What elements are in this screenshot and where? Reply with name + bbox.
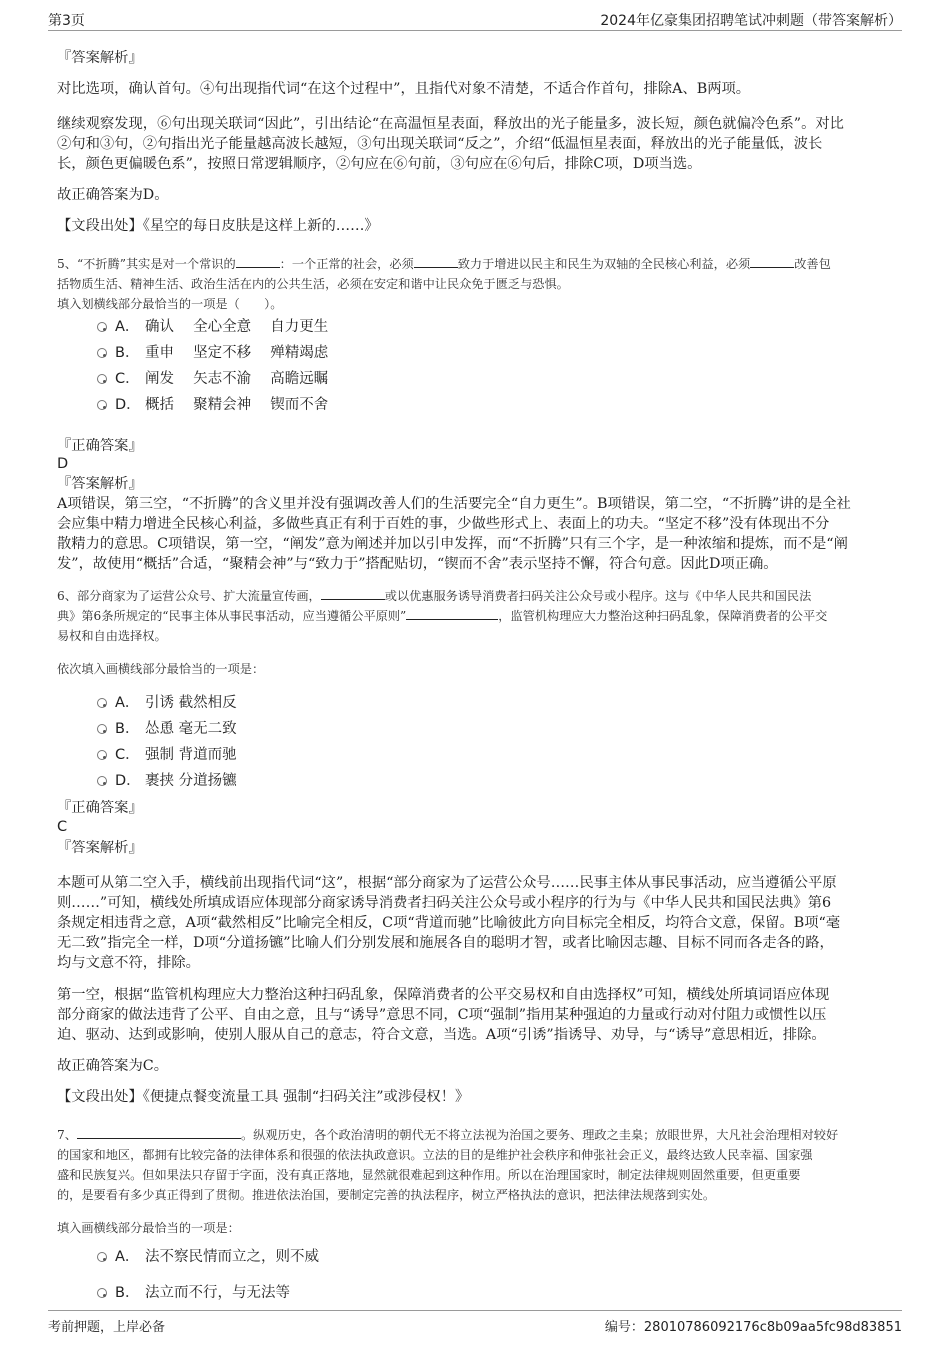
option-text: 阐发 矢志不渝 高瞻远瞩: [145, 371, 329, 387]
q6-stem-part-a: 6、部分商家为了运营公众号、扩大流量宣传画，: [57, 589, 321, 603]
option-label: D．: [115, 397, 141, 413]
option-label: B．: [115, 721, 140, 737]
q6-explain-p2-line2: 部分商家的做法违背了公平、自由之意，且与“诱导”意思不同，C项“强制”指用某种强迫的力量或行动对付阻力或惯性以压: [57, 1007, 827, 1023]
q6-source: 【文段出处】《便捷点餐变流量工具 强制“扫码关注”或涉侵权！》: [57, 1089, 470, 1105]
q5-stem-part-d: 改善包: [794, 257, 831, 271]
q6-explain-p2-line3: 迫、驱动、达到或影响，使别人服从自己的意志，符合文意，当选。A项“引诱”指诱导、劝导，与“诱导”意思相近，排除。: [57, 1027, 826, 1043]
q4-explain-label: 『答案解析』: [57, 50, 143, 66]
q6-conclusion: 故正确答案为C。: [57, 1058, 169, 1074]
option-text: 怂恿 毫无二致: [145, 721, 237, 737]
q7-stem-line3: 盛和民族复兴。但如果法只存留于字面，没有真正落地，显然就很难起到这种作用。所以在治理国家时，制定法律规则固然重要，但更重要: [57, 1168, 801, 1182]
q5-explain-line1: A项错误，第三空，“不折腾”的含义里并没有强调改善人们的生活要完全“自力更生”。B项错误，第二空，“不折腾”讲的是全社: [57, 496, 851, 512]
q6-answer-label: 『正确答案』: [57, 800, 143, 816]
q7-prompt: 填入画横线部分最恰当的一项是：: [57, 1221, 240, 1235]
q5-blank-3: [750, 254, 794, 268]
page-footer: [48, 1310, 902, 1346]
q7-blank: [77, 1125, 241, 1139]
option-text: 强制 背道而驰: [145, 747, 237, 763]
q5-blank-2: [414, 254, 458, 268]
q6-explain-p2-line1: 第一空，根据“监管机构理应大力整治这种扫码乱象，保障消费者的公平交易权和自由选择权”可知，横线处所填词语应体现: [57, 987, 830, 1003]
radio-icon[interactable]: [97, 348, 107, 358]
q6-explain-p1-line4: 无二致”指完全一样，D项“分道扬镳”比喻人们分别发展和施展各自的聪明才智，或者比喻因志趣、目标不同而各走各的路，: [57, 935, 834, 951]
page-number: 第3页: [48, 13, 85, 29]
option-label: B．: [115, 1285, 140, 1301]
option-label: C．: [115, 747, 140, 763]
q4-explain-p1: 对比选项，确认首句。④句出现指代词“在这个过程中”，且指代对象不清楚，不适合作首句，排除A、B两项。: [57, 81, 751, 97]
option-text: 裹挟 分道扬镳: [145, 773, 237, 789]
q4-explain-p2-line2: ②句和③句，②句指出光子能量越高波长越短，③句出现关联词“反之”，介绍“低温恒星表面，释放出的光子能量低，波长: [57, 136, 823, 152]
option-label: B．: [115, 345, 140, 361]
q5-explain-line3: 散精力的意思。C项错误，第一空，“阐发”意为阐述并加以引申发挥，而“不折腾”只有三个字，是一种浓缩和提炼，而不是“阐: [57, 536, 848, 552]
q4-explain-p2-line3: 长，颜色更偏暖色系”，按照日常逻辑顺序，②句应在⑥句前，③句应在⑥句后，排除C项，D项当选。: [57, 156, 702, 172]
q5-explain-line4: 发”，故使用“概括”合适，“聚精会神”与“致力于”搭配贴切，“锲而不舍”表示坚持不懈，符合句意。因此D项正确。: [57, 556, 778, 572]
q5-stem-part-a: 5、“不折腾”其实是对一个常识的: [57, 257, 236, 271]
option-text: 法不察民情而立之，则不威: [145, 1249, 319, 1265]
q6-blank-1: [321, 586, 385, 600]
q6-explain-label: 『答案解析』: [57, 840, 143, 856]
q4-source: 【文段出处】《星空的每日皮肤是这样上新的……》: [57, 218, 379, 234]
q5-answer: D: [57, 456, 69, 472]
radio-icon[interactable]: [97, 374, 107, 384]
q6-explain-p1-line3: 条规定相违背之意，A项“截然相反”比喻完全相反，C项“背道而驰”比喻彼此方向目标完全相反，均符合文意，保留。B项“毫: [57, 915, 841, 931]
q6-stem-part-b: 或以优惠服务诱导消费者扫码关注公众号或小程序。这与《中华人民共和国民法: [384, 589, 812, 603]
q5-answer-label: 『正确答案』: [57, 438, 143, 454]
radio-icon[interactable]: [97, 698, 107, 708]
q5-stem-line2: 括物质生活、精神生活、政治生活在内的公共生活，必须在安定和谐中让民众免于匮乏与恐惧。: [57, 277, 569, 291]
option-label: C．: [115, 371, 140, 387]
q6-stem-part-d: ，监管机构理应大力整治这种扫码乱象，保障消费者的公平交: [498, 609, 828, 623]
q7-stem-line4: 的，是要看有多少真正得到了贯彻。推进依法治国，要制定完善的执法程序，树立严格执法的意识，把法律法规落到实处。: [57, 1188, 716, 1202]
q6-answer: C: [57, 819, 68, 835]
option-text: 引诱 截然相反: [145, 695, 237, 711]
q6-stem-line1: [57, 586, 895, 606]
option-text: 法立而不行，与无法等: [145, 1285, 290, 1301]
q4-conclusion: 故正确答案为D。: [57, 187, 169, 203]
q7-stem-line1: [57, 1125, 895, 1145]
option-text: 概括 聚精会神 锲而不舍: [145, 397, 329, 413]
q5-stem-line1: [57, 254, 895, 274]
footer-slogan: 考前押题，上岸必备: [48, 1320, 166, 1335]
q7-number: 7、: [57, 1128, 77, 1142]
q5-explain-label: 『答案解析』: [57, 476, 143, 492]
q4-explain-p2-line1: 继续观察发现，⑥句出现关联词“因此”，引出结论“在高温恒星表面，释放出的光子能量多，波长短，颜色就偏冷色系”。对比: [57, 116, 844, 132]
q6-stem-line2: [57, 606, 895, 626]
radio-icon[interactable]: [97, 1252, 107, 1262]
option-label: A．: [115, 1249, 140, 1265]
q6-blank-2: [406, 606, 498, 620]
radio-icon[interactable]: [97, 776, 107, 786]
q6-prompt: 依次填入画横线部分最恰当的一项是：: [57, 662, 265, 676]
option-label: A．: [115, 695, 140, 711]
radio-icon[interactable]: [97, 724, 107, 734]
radio-icon[interactable]: [97, 400, 107, 410]
option-text: 重申 坚定不移 殚精竭虑: [145, 345, 329, 361]
option-label: D．: [115, 773, 141, 789]
q5-stem-part-c: 致力于增进以民主和民生为双轴的全民核心利益，必须: [457, 257, 751, 271]
q5-prompt: 填入划横线部分最恰当的一项是（ ）。: [57, 297, 283, 311]
radio-icon[interactable]: [97, 750, 107, 760]
q7-stem-line2: 的国家和地区，都拥有比较完备的法律体系和很强的依法执政意识。立法的目的是维护社会秩序和伸张社会正义，最终达致人民幸福、国家强: [57, 1148, 813, 1162]
q7-stem-part-a: 。纵观历史，各个政治清明的朝代无不将立法视为治国之要务、理政之圭臬；放眼世界，大凡社会治理相对较好: [240, 1128, 839, 1142]
q6-explain-p1-line5: 均与文意不符，排除。: [57, 955, 200, 971]
footer-serial: 编号：28010786092176c8b09aa5fc98d83851: [604, 1320, 902, 1335]
option-label: A．: [115, 319, 140, 335]
q5-explain-line2: 会应集中精力增进全民核心利益，多做些真正有利于百姓的事，少做些形式上、表面上的功夫。“坚定不移”没有体现出不分: [57, 516, 830, 532]
q6-stem-line3: 易权和自由选择权。: [57, 629, 167, 643]
document-title: 2024年亿豪集团招聘笔试冲刺题（带答案解析）: [600, 13, 902, 29]
page-header: [48, 0, 902, 31]
radio-icon[interactable]: [97, 322, 107, 332]
radio-icon[interactable]: [97, 1288, 107, 1298]
q6-explain-p1-line1: 本题可从第二空入手，横线前出现指代词“这”，根据“部分商家为了运营公众号……民事主体从事民事活动，应当遵循公平原: [57, 875, 837, 891]
q6-stem-part-c: 典》第6条所规定的“民事主体从事民事活动，应当遵循公平原则”: [57, 609, 407, 623]
q5-blank-1: [236, 254, 280, 268]
q5-stem-part-b: ：一个正常的社会，必须: [279, 257, 414, 271]
q6-explain-p1-line2: 则……”可知，横线处所填成语应体现部分商家诱导消费者扫码关注公众号或小程序的行为与《中华人民共和国民法典》第6: [57, 895, 832, 911]
option-text: 确认 全心全意 自力更生: [145, 319, 329, 335]
